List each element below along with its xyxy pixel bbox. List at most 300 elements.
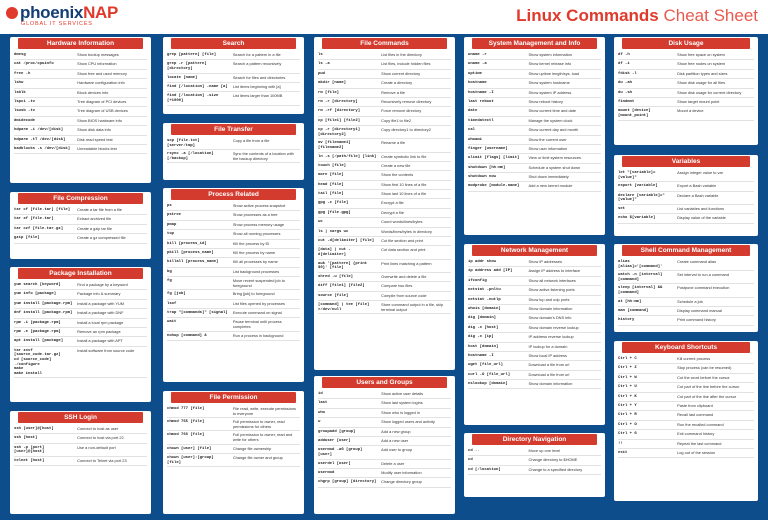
command-description: Create a tar file from a file: [77, 207, 122, 212]
command-text: kill [process_id]: [167, 241, 207, 246]
command-text: ls -a: [318, 62, 330, 67]
command-description: Package info & summary: [77, 291, 121, 297]
command-text: pkill [process_name]: [167, 250, 214, 255]
command-text: rm -rf [directory]: [318, 109, 361, 114]
command-description: Show system hostname: [528, 80, 570, 86]
command-list: [314, 49, 455, 314]
command-row: [468, 343, 601, 352]
command-text: !!: [618, 441, 623, 446]
command-text: du -ah: [618, 81, 633, 86]
command-description: Log out of the session: [677, 449, 716, 455]
command-row: [14, 225, 147, 234]
command-row: [167, 309, 300, 318]
command-text: gzip [file]: [14, 236, 40, 241]
command-text: nohup [command] &: [167, 333, 207, 338]
command-text: man [command]: [618, 308, 649, 313]
command-description: Connect to host as user: [77, 426, 119, 431]
command-text: w: [318, 420, 321, 425]
section-title: Hardware Information: [18, 38, 143, 49]
command-text: grep [pattern] [file]: [167, 53, 217, 57]
command-row: [318, 139, 451, 152]
command-row: [318, 437, 451, 446]
command-row: [14, 107, 147, 116]
command-row: [318, 446, 451, 459]
command-description: Run a process in background: [232, 332, 284, 338]
command-text: badblocks -s /dev/[disk]: [14, 146, 71, 151]
command-row: [468, 173, 601, 182]
command-description: Schedule a job: [677, 298, 703, 304]
command-row: [318, 478, 451, 487]
command-text: [command] | tee [file] >/dev/null: [318, 302, 370, 312]
logo-flame-icon: [6, 7, 18, 19]
command-description: Create a gzip tar file: [77, 225, 112, 231]
command-description: Compare two files: [381, 283, 413, 289]
command-text: hdparm -tT /dev/[disk]: [14, 137, 66, 142]
command-description: Change file ownership: [232, 445, 272, 451]
command-description: Encrypt a file: [381, 200, 404, 206]
header-bar: [0, 0, 768, 34]
command-text: netstat -nutlp: [468, 297, 501, 302]
command-row: [14, 457, 147, 466]
command-row: [618, 440, 754, 449]
section-title: Process Related: [171, 189, 296, 200]
command-text: touch [file]: [318, 163, 347, 168]
command-text: tar cf [file.tar] [file]: [14, 208, 71, 212]
command-text: cd ..: [468, 449, 480, 453]
command-text: mount [device] [mount_point]: [618, 109, 651, 118]
command-text: Ctrl + K: [618, 394, 637, 399]
command-text: last: [318, 401, 328, 406]
command-text: dmesg: [14, 53, 26, 57]
command-description: Modify user information: [381, 469, 422, 475]
command-text: tar xf [file.tar]: [14, 217, 54, 222]
command-description: Assign IP address to interface: [528, 268, 581, 274]
command-row: [618, 421, 754, 430]
command-row: [618, 98, 754, 107]
command-row: [318, 89, 451, 98]
command-text: findmnt: [618, 99, 635, 104]
command-description: IP lookup for a domain: [528, 343, 568, 349]
command-row: [318, 181, 451, 190]
section-title: Directory Navigation: [472, 434, 597, 445]
command-description: List variables and functions: [677, 205, 725, 211]
command-text: userdel [user]: [318, 461, 351, 466]
command-row: [167, 202, 300, 211]
command-row: [318, 469, 451, 478]
command-description: Show process memory usage: [232, 221, 285, 227]
command-description: Display command manual: [677, 307, 722, 313]
command-text: find [/location] -name [a]: [167, 84, 228, 89]
command-row: [14, 425, 147, 434]
command-description: Force remove directory: [381, 108, 422, 114]
section-title: Package Installation: [18, 268, 143, 279]
command-row: [167, 454, 300, 467]
command-text: find [/location] -size [+1000]: [167, 94, 219, 103]
command-text: shutdown now: [468, 175, 497, 180]
command-row: [167, 405, 300, 418]
command-text: netstat -pnltu: [468, 288, 501, 293]
command-description: Create command alias: [677, 259, 717, 264]
command-row: [14, 51, 147, 60]
command-list: [163, 403, 304, 467]
command-row: [468, 466, 601, 475]
command-text: pmap: [167, 222, 177, 227]
command-row: [167, 418, 300, 431]
command-description: Show free and used memory: [77, 70, 127, 76]
command-text: du -sh: [618, 90, 633, 95]
command-row: [618, 374, 754, 383]
command-text: adduser [user]: [318, 438, 351, 443]
command-description: Exit command history: [677, 431, 715, 437]
command-text: finger [username]: [468, 146, 508, 151]
command-text: diff [file1] [file2]: [318, 284, 365, 289]
command-row: [167, 150, 300, 163]
command-row: [167, 92, 300, 105]
command-row: [318, 190, 451, 199]
command-text: cut -d[delimiter] [file]: [318, 239, 375, 244]
command-description: Show target mount point: [677, 98, 720, 104]
command-row: [618, 393, 754, 402]
command-description: Bring [job] to foreground: [232, 291, 275, 297]
command-text: wait: [167, 320, 177, 325]
command-row: [167, 300, 300, 309]
command-list: [464, 445, 605, 475]
command-description: Create symbolic link to file: [381, 153, 427, 159]
command-description: Show IP addresses: [528, 259, 562, 264]
command-list: [10, 423, 151, 466]
command-text: curl -O [file_url]: [468, 372, 511, 377]
command-row: [468, 324, 601, 333]
command-row: [468, 182, 601, 191]
command-text: who: [318, 410, 326, 415]
command-description: Words/lines/bytes in directory: [381, 228, 432, 234]
command-text: more [file]: [318, 173, 344, 178]
command-text: rsync -a [/location] [/backup]: [167, 152, 214, 161]
command-text: top: [167, 232, 175, 237]
command-description: Install a local rpm package: [77, 319, 124, 325]
command-text: trap "[commands]" [signal]: [167, 311, 228, 316]
command-description: Create a directory: [381, 80, 413, 86]
command-description: Download a file from url: [528, 362, 570, 368]
command-row: [167, 318, 300, 331]
section-keyboard: [614, 341, 758, 501]
command-description: Print command history: [677, 317, 716, 323]
command-text: yum search [keyword]: [14, 283, 61, 287]
section-title: File Compression: [18, 193, 143, 204]
section-navigation: [464, 433, 605, 497]
command-row: [618, 316, 754, 325]
command-row: [318, 282, 451, 291]
command-description: Kill current process: [677, 356, 711, 361]
command-text: lspci -tv: [14, 99, 36, 104]
command-row: [618, 307, 754, 316]
command-text: df -i: [618, 62, 630, 67]
command-text: bg: [167, 269, 172, 274]
command-text: watch -n [interval] [command]: [618, 273, 663, 282]
command-row: [618, 411, 754, 420]
command-description: Unreadable blocks test: [77, 145, 117, 151]
command-row: [14, 347, 147, 379]
section-title: Variables: [622, 156, 750, 167]
command-description: Copy file1 to file2: [381, 117, 412, 123]
command-description: Change directory group: [381, 479, 422, 485]
command-row: [167, 332, 300, 341]
command-description: Show the current user: [528, 136, 567, 142]
command-row: [468, 51, 601, 60]
section-ssh: [10, 411, 151, 514]
command-text: usermod -aG [group] [user]: [318, 448, 363, 457]
command-row: [14, 328, 147, 337]
command-text: cp [file1] [file2]: [318, 118, 361, 123]
command-text: ssh -p [port] [user]@[host]: [14, 445, 45, 455]
command-text: timedatectl: [468, 118, 494, 123]
command-row: [167, 445, 300, 454]
command-description: Disk read speed test: [77, 136, 113, 142]
command-row: [618, 205, 754, 214]
command-text: usermod: [318, 470, 335, 475]
section-title: System Management and Info: [472, 38, 597, 49]
command-description: Tree diagram of USB devices: [77, 108, 128, 114]
command-description: Display value of the variable: [677, 215, 726, 221]
command-description: Delete a user: [381, 460, 405, 466]
command-row: [318, 292, 451, 301]
command-description: Export a Bash variable: [677, 183, 717, 189]
command-description: Show free nodes on system: [677, 61, 726, 67]
command-text: yum info [package]: [14, 292, 57, 297]
command-description: Show who is logged in: [381, 409, 420, 415]
command-row: [468, 277, 601, 286]
command-row: [468, 79, 601, 88]
command-row: [14, 117, 147, 126]
command-text: set: [618, 206, 626, 211]
command-row: [14, 434, 147, 443]
command-row: [468, 107, 601, 116]
command-description: Show tcp and udp ports: [528, 296, 570, 302]
command-text: cat /proc/cpuinfo: [14, 62, 54, 67]
command-description: Hardware configuration info: [77, 80, 125, 86]
command-row: [167, 83, 300, 92]
command-list: [163, 135, 304, 163]
command-description: Cut file section and print: [381, 238, 423, 244]
command-description: Show last 10 lines of a file: [381, 191, 427, 197]
command-description: Install a package with DNF: [77, 310, 124, 316]
command-text: history: [618, 318, 635, 323]
command-description: Connect to host via port 22: [77, 435, 124, 441]
section-hardware: [10, 37, 151, 183]
command-text: [data] | cut -d[delimiter]: [318, 248, 351, 257]
command-row: [318, 399, 451, 408]
command-row: [468, 267, 601, 276]
section-sysmgmt: [464, 37, 605, 235]
command-description: List items beginning with [a]: [232, 83, 281, 89]
command-row: [468, 286, 601, 295]
command-description: Add user to group: [381, 447, 413, 453]
command-row: [167, 60, 300, 73]
command-description: Run the recalled command: [677, 421, 724, 427]
command-list: [10, 204, 151, 244]
command-description: Connect to Telnet via port 23: [77, 457, 127, 463]
command-description: Recall last command: [677, 412, 714, 418]
command-list: [163, 49, 304, 106]
command-row: [618, 402, 754, 411]
command-description: Repeat the last command: [677, 440, 722, 446]
command-text: chgrp [group] [directory]: [318, 480, 377, 485]
section-title: Keyboard Shortcuts: [622, 342, 750, 353]
command-description: Create a new file: [381, 162, 411, 168]
command-row: [468, 456, 601, 465]
command-row: [318, 260, 451, 273]
command-text: grep -r [pattern] [directory]: [167, 62, 207, 71]
command-text: dig [domain]: [468, 316, 497, 321]
command-description: Full permission to owner, read and write for others: [232, 432, 293, 442]
section-files: [314, 37, 455, 370]
command-description: Show domain information: [528, 305, 573, 311]
command-text: Ctrl + R: [618, 413, 637, 418]
command-description: Show first 10 lines of a file: [381, 181, 427, 187]
command-description: Disk partition types and sizes: [677, 70, 728, 76]
command-row: [318, 70, 451, 79]
command-row: [618, 79, 754, 88]
command-row: [14, 98, 147, 107]
command-row: [318, 60, 451, 69]
command-description: Decrypt a file: [381, 209, 404, 215]
command-row: [14, 309, 147, 318]
command-description: Compile from source code: [381, 292, 427, 298]
command-text: fg [job]: [167, 292, 186, 297]
command-description: Show disk usage for all files: [677, 80, 726, 86]
command-text: ulimit [flags] [limit]: [468, 156, 520, 161]
command-row: [618, 214, 754, 223]
command-text: telnet [host]: [14, 458, 45, 463]
command-row: [167, 230, 300, 239]
section-title: Disk Usage: [622, 38, 750, 49]
command-description: Kill the process by ID: [232, 240, 270, 246]
command-description: List files, include hidden files: [381, 61, 431, 67]
command-row: [468, 60, 601, 69]
command-row: [14, 136, 147, 145]
command-row: [468, 89, 601, 98]
command-row: [318, 428, 451, 437]
command-row: [468, 117, 601, 126]
command-text: whoami: [468, 137, 483, 142]
command-text: hdparm -i /dev/[disk]: [14, 128, 64, 133]
command-description: Show active listening ports: [528, 287, 575, 293]
command-text: let "[variable]=[value]": [618, 171, 656, 180]
command-row: [468, 98, 601, 107]
command-description: Cut data section and print: [381, 247, 426, 253]
command-description: Add a new group: [381, 428, 411, 434]
command-description: Mount a device: [677, 108, 704, 114]
command-row: [618, 430, 754, 439]
command-text: ip address add [IP]: [468, 269, 513, 274]
command-row: [618, 449, 754, 458]
command-text: ifconfig: [468, 278, 487, 283]
command-description: Show reboot history: [528, 98, 563, 104]
command-text: mv [filename1] [filename2]: [318, 141, 351, 150]
command-row: [468, 361, 601, 370]
section-title: Users and Groups: [322, 377, 447, 388]
command-row: [468, 447, 601, 456]
command-description: Schedule a system shut down: [528, 164, 581, 170]
command-description: Download a file from url: [528, 371, 570, 377]
command-text: fdisk -l: [618, 71, 637, 76]
command-text: ssh [user]@[host]: [14, 427, 54, 431]
command-description: Manage the system clock: [528, 117, 573, 123]
command-text: awk '[pattern] {print $0}' [file]: [318, 261, 368, 271]
command-row: [318, 51, 451, 60]
command-row: [318, 228, 451, 237]
command-description: Count words/lines/bytes: [381, 219, 423, 225]
command-row: [618, 258, 754, 271]
command-text: Ctrl + C: [618, 357, 637, 361]
command-text: ls: [318, 53, 323, 57]
command-description: Shut down immediately: [528, 174, 569, 180]
command-description: Search for files and directories: [232, 74, 286, 80]
command-row: [14, 145, 147, 154]
command-text: df -h: [618, 53, 630, 57]
command-row: [468, 333, 601, 342]
command-description: Add a new user: [381, 437, 409, 443]
command-row: [167, 249, 300, 258]
command-text: rm [file]: [318, 90, 340, 95]
command-description: Show the contents: [381, 172, 414, 178]
command-description: Move recent suspended job to foreground: [232, 278, 285, 288]
command-description: Overwrite and delete a file: [381, 273, 427, 279]
command-text: tail [file]: [318, 192, 344, 197]
command-row: [318, 237, 451, 246]
command-description: Show domain's DNS info: [528, 315, 572, 321]
command-list: [614, 49, 758, 121]
command-text: dig -x [host]: [468, 325, 499, 330]
command-row: [167, 268, 300, 277]
command-text: apt install [package]: [14, 339, 64, 344]
command-row: [14, 126, 147, 135]
command-row: [318, 390, 451, 399]
command-description: Show current time and date: [528, 108, 577, 114]
command-row: [318, 117, 451, 126]
command-description: Set interval to run a command: [677, 272, 730, 278]
command-description: Show kernel release info: [528, 61, 572, 67]
command-description: Copy a file from a file: [232, 138, 270, 143]
command-text: dig -x [ip]: [468, 335, 494, 340]
command-text: hostname: [468, 81, 487, 86]
command-description: Pause terminal until process completes: [232, 319, 282, 330]
command-description: Use a non-default port: [77, 444, 116, 450]
command-row: [318, 460, 451, 469]
command-row: [318, 171, 451, 180]
command-description: Show disk usage for current directory: [677, 89, 742, 95]
command-description: Show logged users and activity: [381, 419, 435, 425]
command-description: Show current day and month: [528, 127, 579, 133]
section-permission: [163, 391, 304, 514]
command-row: [14, 89, 147, 98]
section-disk: [614, 37, 758, 145]
command-description: Show domain reverse lookup: [528, 324, 579, 330]
section-compression: [10, 192, 151, 259]
command-text: id: [318, 392, 323, 396]
command-description: Remove an rpm package: [77, 328, 121, 334]
command-description: Paste from clipboard: [677, 402, 713, 408]
command-description: View or limit system resources: [528, 155, 581, 161]
command-row: [14, 70, 147, 79]
command-text: rpm -i [package.rpm]: [14, 320, 61, 325]
command-row: [468, 154, 601, 163]
command-text: whois [domain]: [468, 306, 501, 311]
command-description: Show last system logins: [381, 400, 423, 406]
command-text: rpm -e [package.rpm]: [14, 329, 61, 334]
section-package: [10, 267, 151, 402]
command-description: Show BIOS hardware info: [77, 117, 122, 123]
